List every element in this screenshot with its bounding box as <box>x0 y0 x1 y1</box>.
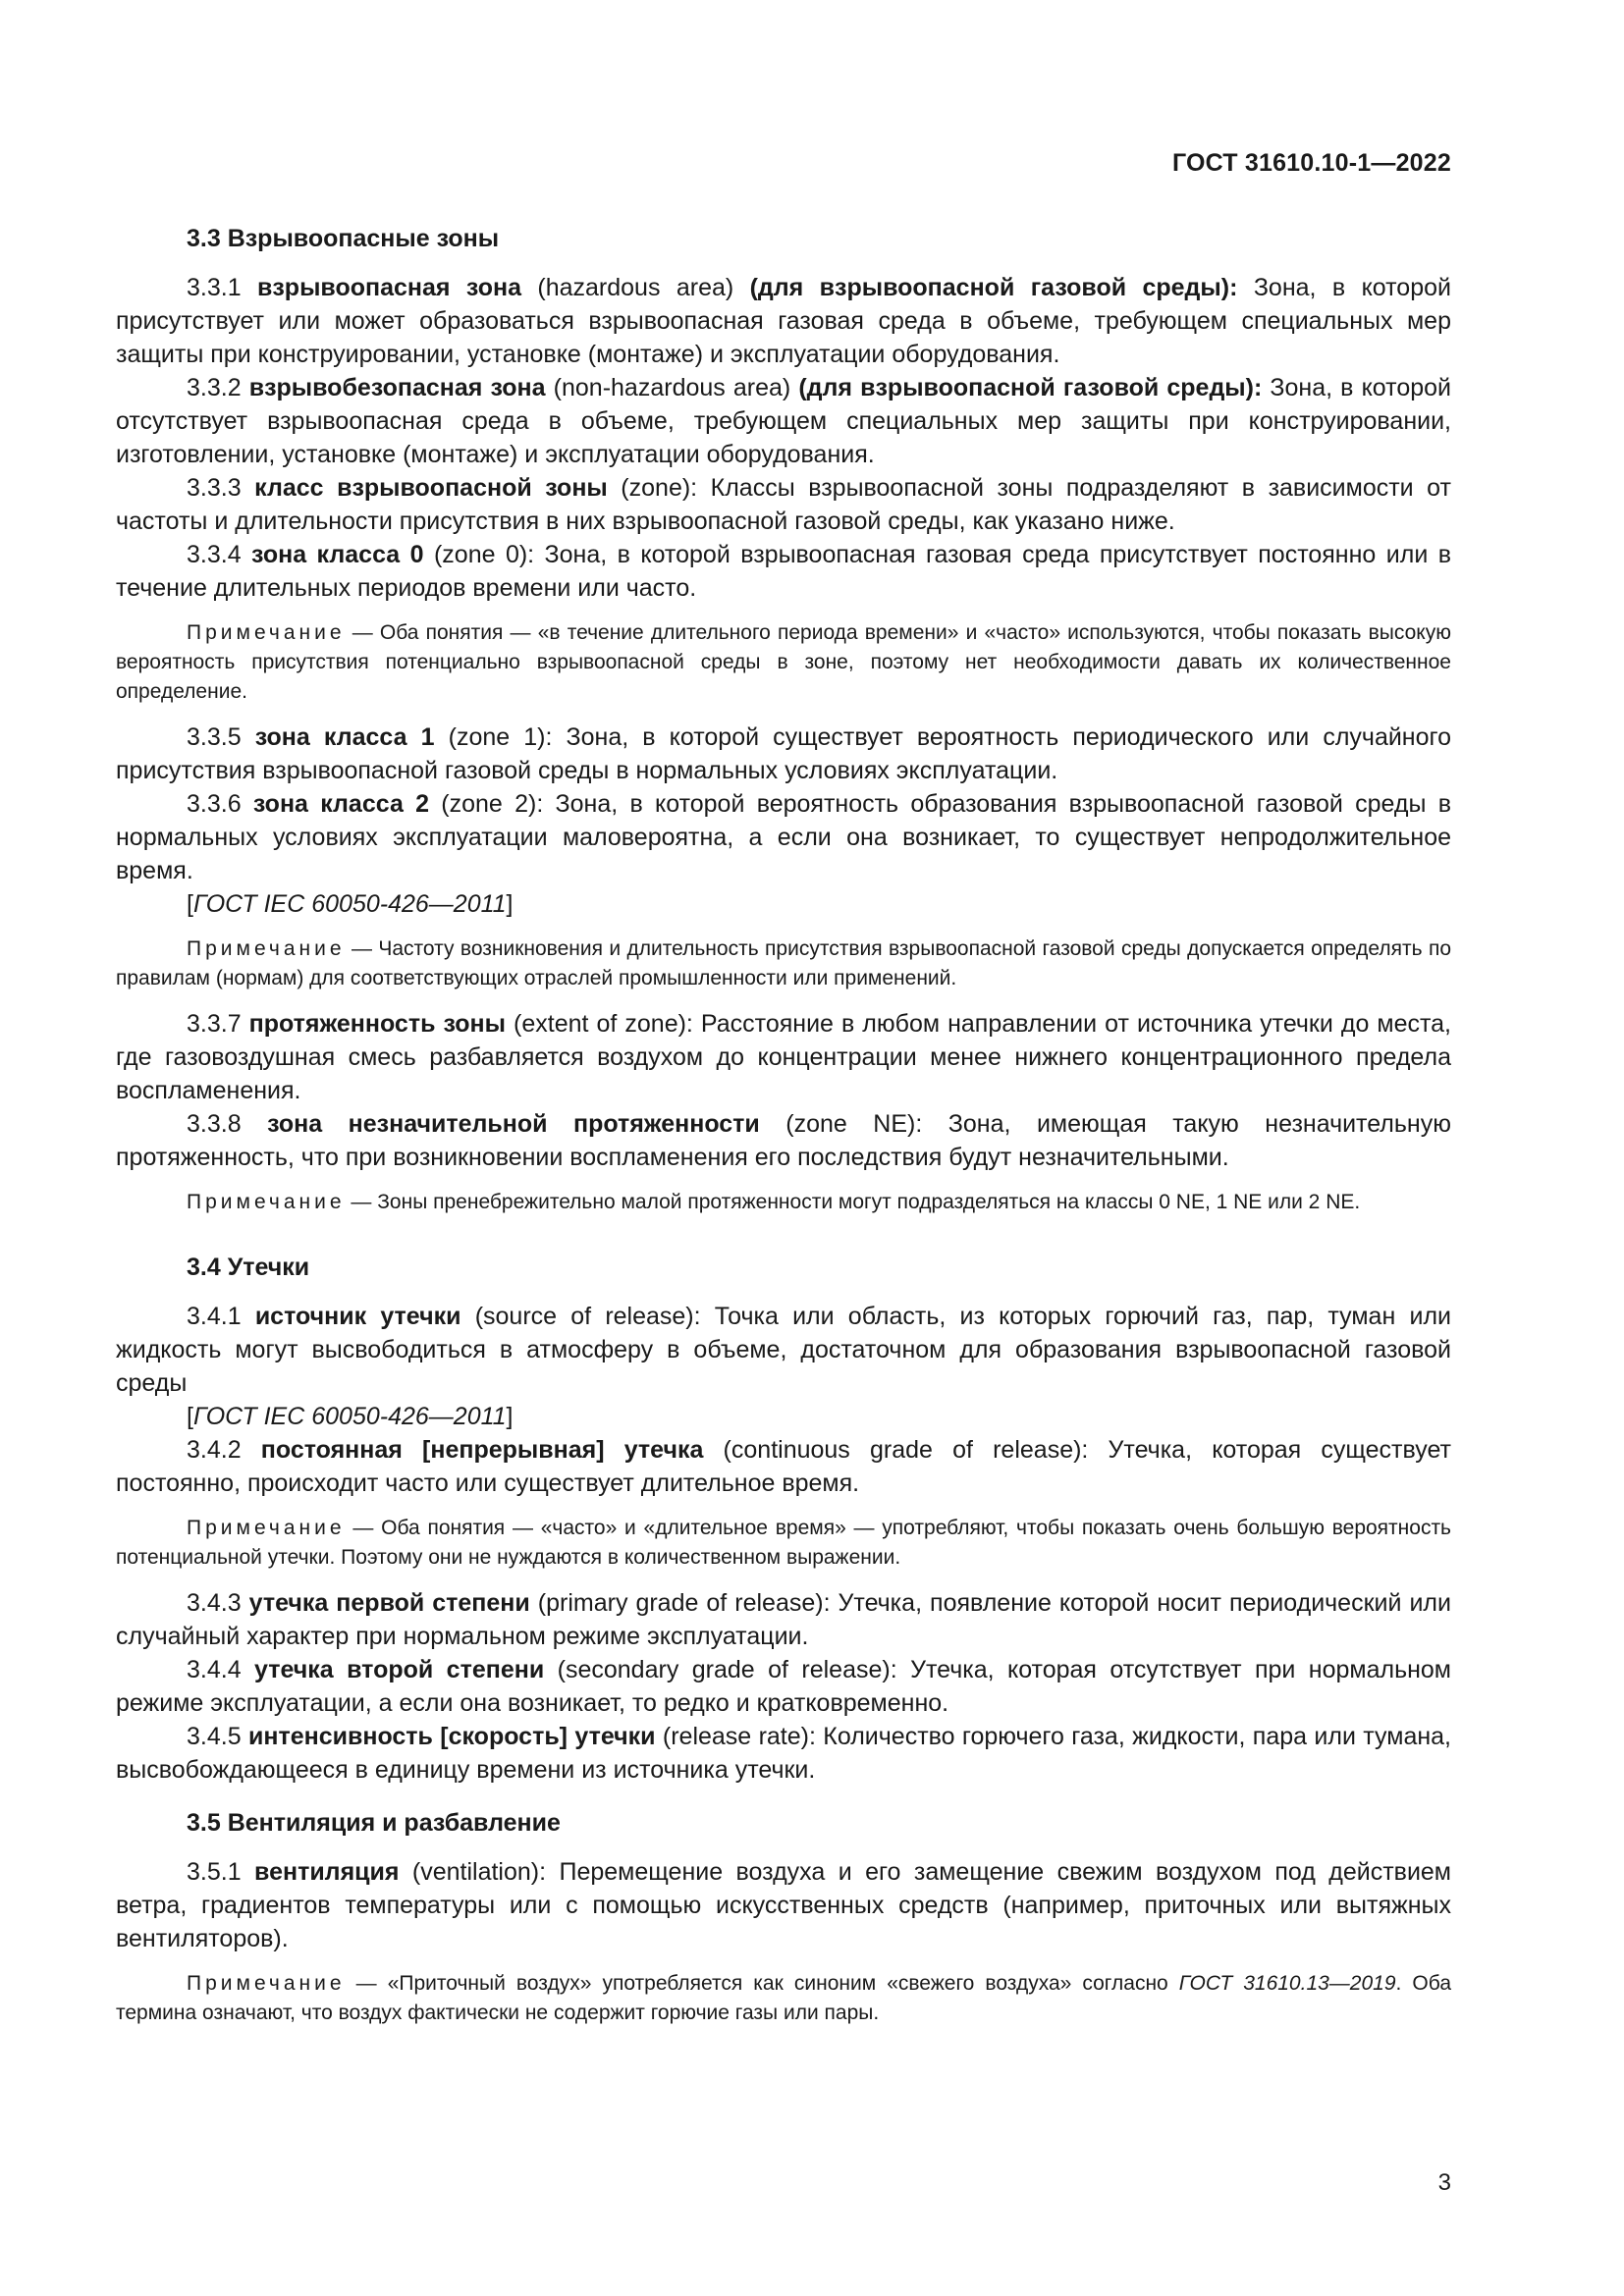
clause-3-3-8: 3.3.8 зона незначительной протяженности (zone NE): Зона, имеющая такую незначительную протяженность, что при возникновении воспламенения его последствия будут незначительными. <box>116 1110 1451 1171</box>
clause-3-3-6: 3.3.6 зона класса 2 (zone 2): Зона, в которой вероятность образования взрывоопасной газовой среды в нормальных условиях эксплуатации маловероятна, а если она возникает, то существует непродолжительное время. <box>116 790 1451 884</box>
note-3-5-1: Примечание — «Приточный воздух» употребляется как синоним «свежего воздуха» согласно ГОСТ 31610.13—2019. Оба термина означают, что воздух фактически не содержит горючие газы или пары. <box>116 1972 1451 2024</box>
document-header: ГОСТ 31610.10-1—2022 <box>1171 149 1451 177</box>
section-heading-3-3: 3.3 Взрывоопасные зоны <box>187 225 500 252</box>
clause-3-3-1: 3.3.1 взрывоопасная зона (hazardous area) (для взрывоопасной газовой среды): Зона, в которой присутствует или может образоваться взрывоопасная газовая среда в объеме, требующем специальных мер защиты при конструировании, установке (монтаже) и эксплуатации оборудования. <box>116 274 1451 368</box>
note-3-3-4: Примечание — Оба понятия — «в течение длительного периода времени» и «часто» используются, чтобы показать высокую вероятность присутствия потенциально взрывоопасной среды в зоне, поэтому нет необходимости давать их количественное определение. <box>116 621 1451 703</box>
note-3-4-2: Примечание — Оба понятия — «часто» и «длительное время» — употребляют, чтобы показать очень большую вероятность потенциальной утечки. Поэтому они не нуждаются в количественном выражении. <box>116 1517 1451 1569</box>
document-body <box>116 222 1451 2042</box>
clause-3-4-1: 3.4.1 источник утечки (source of release): Точка или область, из которых горючий газ, пар, туман или жидкость могут высвободиться в атмосферу в объеме, достаточном для образования взрывоопасной газовой среды <box>116 1303 1451 1397</box>
section-heading-3-4: 3.4 Утечки <box>187 1254 310 1281</box>
clause-3-4-3: 3.4.3 утечка первой степени (primary grade of release): Утечка, появление которой носит периодический или случайный характер при нормальном режиме эксплуатации. <box>116 1589 1451 1650</box>
clause-3-3-7: 3.3.7 протяженность зоны (extent of zone): Расстояние в любом направлении от источника утечки до места, где газовоздушная смесь разбавляется воздухом до концентрации менее нижнего концентрационного предела воспламенения. <box>116 1010 1451 1104</box>
clause-3-4-4: 3.4.4 утечка второй степени (secondary grade of release): Утечка, которая отсутствует при нормальном режиме эксплуатации, а если она возникает, то редко и кратковременно. <box>116 1656 1451 1717</box>
clause-3-4-5: 3.4.5 интенсивность [скорость] утечки (release rate): Количество горючего газа, жидкости, пара или тумана, высвобождающееся в единицу времени из источника утечки. <box>116 1723 1451 1784</box>
clause-3-3-5: 3.3.5 зона класса 1 (zone 1): Зона, в которой существует вероятность периодического или случайного присутствия взрывоопасной газовой среды в нормальных условиях эксплуатации. <box>116 723 1451 784</box>
clause-3-5-1: 3.5.1 вентиляция (ventilation): Перемещение воздуха и его замещение свежим воздухом под действием ветра, градиентов температуры или с помощью искусственных средств (например, приточных или вытяжных вентиляторов). <box>116 1858 1451 1952</box>
clause-3-3-3: 3.3.3 класс взрывоопасной зоны (zone): Классы взрывоопасной зоны подразделяют в зависимости от частоты и длительности присутствия в них взрывоопасной газовой среды, как указано ниже. <box>116 474 1451 535</box>
clause-3-3-4: 3.3.4 зона класса 0 (zone 0): Зона, в которой взрывоопасная газовая среда присутствует постоянно или в течение длительных периодов времени или часто. <box>116 541 1451 602</box>
citation-3-4-1: [ГОСТ IEC 60050-426—2011] <box>187 1403 514 1430</box>
note-3-3-6: Примечание — Частоту возникновения и длительность присутствия взрывоопасной газовой среды допускается определять по правилам (нормам) для соответствующих отраслей промышленности или применений. <box>116 937 1451 989</box>
note-3-3-8: Примечание — Зоны пренебрежительно малой протяженности могут подразделяться на классы 0 NE, 1 NE или 2 NE. <box>187 1191 1361 1213</box>
section-heading-3-5: 3.5 Вентиляция и разбавление <box>187 1809 561 1837</box>
clause-3-4-2: 3.4.2 постоянная [непрерывная] утечка (continuous grade of release): Утечка, которая существует постоянно, происходит часто или существует длительное время. <box>116 1436 1451 1497</box>
citation-3-3-6: [ГОСТ IEC 60050-426—2011] <box>187 890 514 918</box>
clause-3-3-2: 3.3.2 взрывобезопасная зона (non-hazardous area) (для взрывоопасной газовой среды): Зона, в которой отсутствует взрывоопасная среда в объеме, требующем специальных мер защиты при конструировании, изготовлении, установке (монтаже) и эксплуатации оборудования. <box>116 374 1451 468</box>
page-number: 3 <box>1437 2169 1451 2196</box>
